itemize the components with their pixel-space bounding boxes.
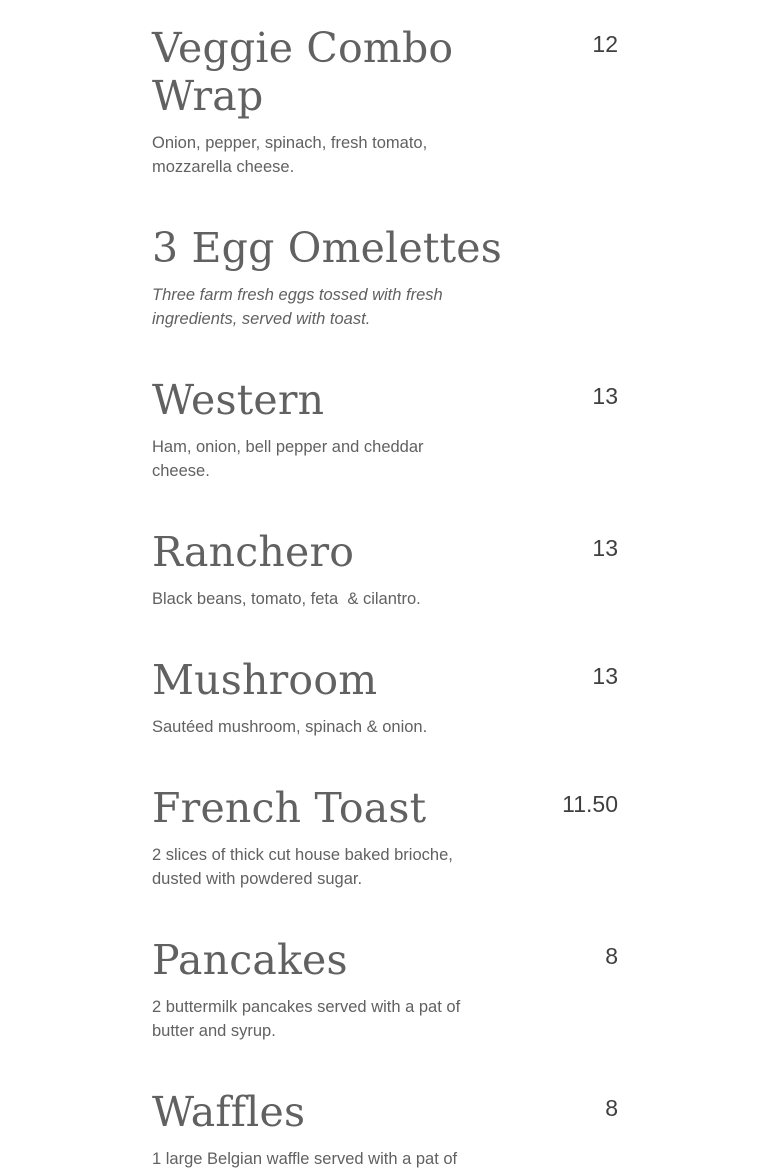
item-price: 11.50	[562, 791, 618, 817]
item-price: 13	[592, 663, 618, 689]
item-title: Western	[152, 376, 325, 424]
menu-item-western	[152, 376, 618, 483]
item-description: 2 buttermilk pancakes served with a pat of butter and syrup.	[152, 998, 461, 1040]
item-description: Sautéed mushroom, spinach & onion.	[152, 718, 428, 736]
menu-item-french-toast	[152, 784, 618, 891]
menu-item-veggie-combo-wrap	[152, 24, 618, 179]
item-description: 2 slices of thick cut house baked brioche, dusted with powdered sugar.	[152, 846, 453, 888]
item-description: Ham, onion, bell pepper and cheddar cheese.	[152, 438, 424, 480]
item-price: 12	[592, 31, 618, 57]
item-title: Pancakes	[152, 936, 348, 984]
section-description: Three farm fresh eggs tossed with fresh ingredients, served with toast.	[152, 286, 443, 328]
item-title: Ranchero	[152, 528, 355, 576]
section-title: 3 Egg Omelettes	[152, 224, 502, 272]
item-title: Mushroom	[152, 656, 378, 704]
menu-item-mushroom	[152, 656, 618, 739]
item-description: 1 large Belgian waffle served with a pat of	[152, 1150, 458, 1168]
item-price: 8	[605, 943, 618, 969]
menu-section-header-omelettes	[152, 224, 618, 331]
item-title: French Toast	[152, 784, 427, 832]
item-description: Black beans, tomato, feta & cilantro.	[152, 590, 421, 608]
item-title: Veggie Combo Wrap	[152, 24, 454, 120]
item-price: 13	[592, 383, 618, 409]
menu-item-ranchero	[152, 528, 618, 611]
item-price: 13	[592, 535, 618, 561]
item-price: 8	[605, 1095, 618, 1121]
item-title: Waffles	[152, 1088, 306, 1136]
menu-item-pancakes	[152, 936, 618, 1043]
item-description: Onion, pepper, spinach, fresh tomato, mozzarella cheese.	[152, 134, 428, 176]
menu-item-waffles	[152, 1088, 618, 1171]
